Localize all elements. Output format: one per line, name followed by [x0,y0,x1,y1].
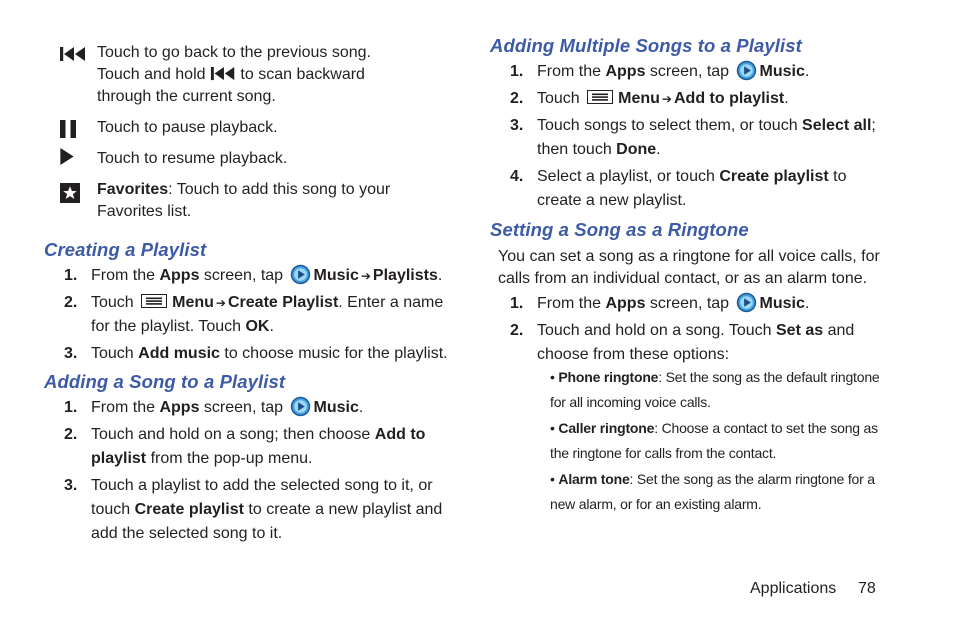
pause-description [60,117,410,139]
creating-playlist-steps [44,264,454,369]
list-item: 1. From the Apps screen, tap Music. [44,396,454,420]
list-item: 4. Select a playlist, or touch Create playlist to create a new playlist. [510,168,847,209]
rewind-description [60,42,410,108]
favorites-text: : Touch to add this song to your Favorites list. [97,181,391,220]
ringtone-intro: You can set a song as a ringtone for all voice calls, for calls from an individual contact, or as an alarm tone. [498,248,880,287]
pause-icon [60,120,76,138]
ringtone-steps [490,292,890,370]
arrow-icon: ➔ [661,92,672,106]
list-item: • Alarm tone: Set the song as the alarm ringtone for a new alarm, or for an existing alarm. [550,471,875,512]
list-item: 3. Touch songs to select them, or touch Select all; then touch Done. [510,117,876,158]
list-item: 1. From the Apps screen, tap Music ➔ Playlists. [44,264,454,288]
list-item: 2. Touch and hold on a song; then choose Add to playlist from the pop-up menu. [64,426,426,467]
ringtone-options [550,365,890,518]
menu-icon [587,90,613,104]
footer-section: Applications [750,580,837,597]
pause-text: Touch to pause playback. [97,119,278,136]
list-item: 2. Touch Menu ➔ Add to playlist. [510,90,789,107]
list-item: 3. Touch a playlist to add the selected song to it, or touch Create playlist to create a new playlist and add the selected song to it. [64,477,443,542]
heading-creating-playlist: Creating a Playlist [44,239,207,260]
menu-icon [141,294,167,308]
heading-adding-song: Adding a Song to a Playlist [44,371,286,392]
favorites-label: Favorites [97,181,169,198]
adding-song-steps [44,396,454,549]
bullet: • [550,471,555,487]
rewind-text-2: to scan backward through the current song. [97,66,365,105]
list-item: • Caller ringtone: Choose a contact to set the song as the ringtone for calls from the contact. [550,420,878,461]
music-app-icon [736,292,757,313]
favorite-star-icon [60,183,80,203]
play-description [60,148,410,170]
music-app-icon [290,396,311,417]
rewind-inline-icon [210,66,236,81]
list-item: 1. From the Apps screen, tap Music. [490,60,890,84]
music-app-icon [290,264,311,285]
adding-multiple-steps [490,60,890,216]
arrow-icon: ➔ [360,269,371,283]
music-app-icon [736,60,757,81]
list-item: 2. Touch Menu ➔ Create Playlist. Enter a name for the playlist. Touch OK. [64,294,444,335]
play-icon [60,148,74,165]
page-number: 78 [858,580,876,597]
favorites-description [60,179,410,223]
list-item: • Phone ringtone: Set the song as the default ringtone for all incoming voice calls. [550,369,880,410]
play-text: Touch to resume playback. [97,150,288,167]
list-item: 1. From the Apps screen, tap Music. [490,292,890,316]
heading-adding-multiple: Adding Multiple Songs to a Playlist [490,35,802,56]
rewind-text: Touch to go back to the previous song. Touch and hold [97,44,371,83]
rewind-icon [60,46,86,62]
arrow-icon: ➔ [215,296,226,310]
list-item: 2. Touch and hold on a song. Touch Set as and choose from these options: [510,322,855,363]
bullet: • [550,369,555,385]
heading-ringtone: Setting a Song as a Ringtone [490,219,749,240]
bullet: • [550,420,555,436]
list-item: 3. Touch Add music to choose music for the playlist. [64,345,448,362]
